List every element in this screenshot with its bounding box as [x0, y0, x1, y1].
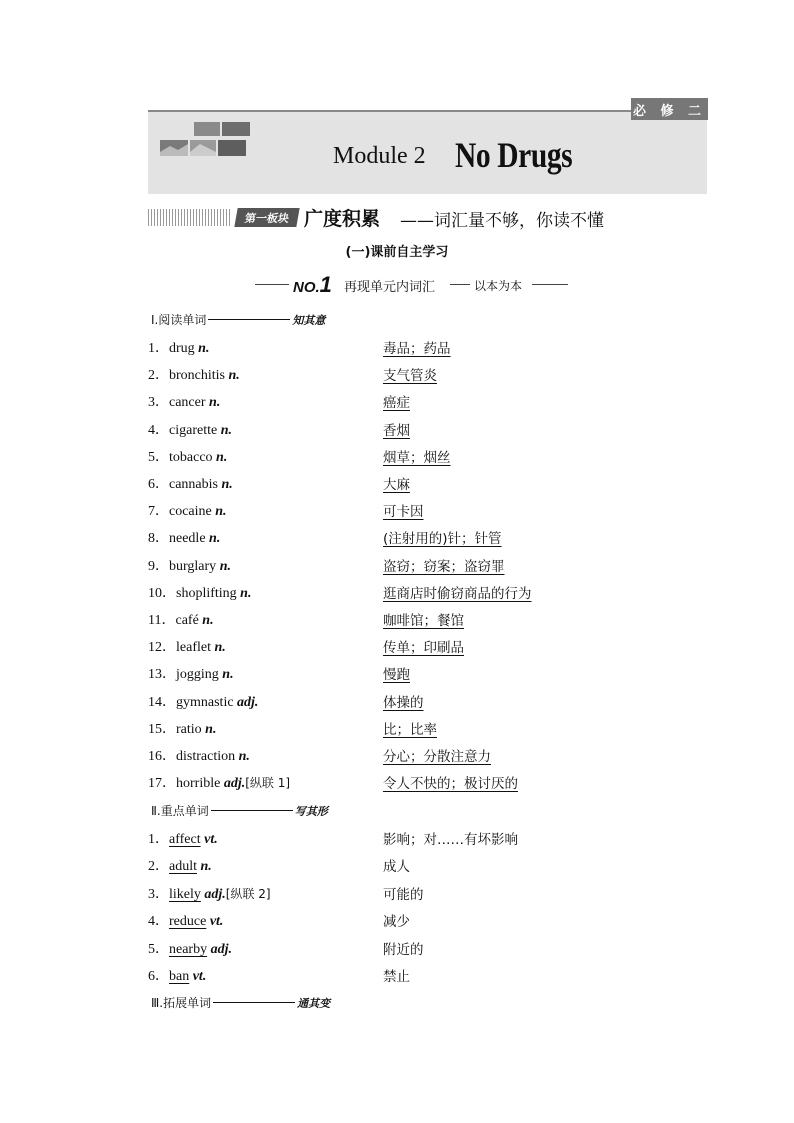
- part-of-speech: adj.: [233, 694, 259, 710]
- vocab-meaning: 大麻: [383, 477, 410, 493]
- divider-left: [255, 284, 289, 285]
- vocab-entry: [148, 419, 232, 439]
- vocab-word: adult: [169, 859, 197, 875]
- vocab-meaning: 比；比率: [383, 721, 437, 738]
- no1-label: NO.1: [293, 272, 332, 297]
- vocab-row: [148, 582, 708, 604]
- vocab-entry: [148, 828, 218, 848]
- vocab-row: [148, 337, 708, 359]
- vocab-row: [148, 828, 708, 850]
- heading-dash: [211, 810, 293, 811]
- item-number: 4．: [148, 422, 169, 438]
- vocab-meaning: 毒品；药品: [383, 341, 451, 357]
- part-of-speech: vt.: [200, 832, 218, 847]
- vocab-word: jogging: [176, 667, 219, 683]
- vocab-meaning: 减少: [383, 914, 410, 931]
- vocab-meaning: (注射用的)针；针管: [383, 531, 502, 548]
- vocab-entry: [148, 364, 240, 384]
- item-number: 9．: [148, 558, 169, 574]
- item-number: 3．: [148, 395, 169, 411]
- banner-photos-icon: [160, 122, 252, 158]
- vocab-entry: [148, 938, 232, 958]
- vocab-word: cannabis: [169, 477, 218, 492]
- vocab-row: [148, 473, 708, 495]
- vocab-entry: [148, 555, 231, 575]
- vocab-meaning: 可能的: [383, 886, 424, 903]
- vocab-meaning: 烟草；烟丝: [383, 449, 451, 466]
- section-stripes: [148, 209, 232, 226]
- vocab-meaning: 禁止: [383, 969, 410, 985]
- no1-subtitle: 以本为本: [474, 279, 523, 293]
- vocab-word: café: [175, 613, 199, 628]
- key-words-heading: Ⅱ.重点单词 写其形: [151, 804, 328, 818]
- item-number: 7．: [148, 504, 169, 520]
- item-number: 10．: [148, 585, 176, 601]
- part-of-speech: n.: [194, 341, 210, 356]
- part-of-speech: n.: [218, 667, 234, 683]
- vocab-row: [148, 419, 708, 441]
- vocab-row: [148, 500, 708, 522]
- vocab-meaning: 令人不快的；极讨厌的: [383, 776, 518, 793]
- vocab-meaning: 支气管炎: [383, 368, 437, 385]
- vocab-word: bronchitis: [169, 368, 225, 384]
- item-number: 12．: [148, 640, 176, 656]
- vocab-entry: [148, 883, 271, 903]
- vocab-row: [148, 855, 708, 877]
- vocab-meaning: 分心；分散注意力: [383, 749, 491, 765]
- vocab-entry: [148, 663, 234, 683]
- part-of-speech: vt.: [206, 914, 224, 930]
- item-number: 13．: [148, 667, 176, 683]
- vocab-entry: [148, 582, 251, 602]
- part-of-speech: n.: [236, 585, 252, 601]
- vocab-meaning: 成人: [383, 859, 410, 876]
- vocab-word: tobacco: [169, 449, 213, 465]
- part-of-speech: n.: [216, 558, 231, 574]
- part-of-speech: vt.: [189, 969, 207, 984]
- vocab-row: [148, 772, 708, 794]
- item-number: 4．: [148, 914, 169, 930]
- part-of-speech: n.: [212, 449, 228, 465]
- vocab-meaning: 香烟: [383, 422, 410, 439]
- vocab-row: [148, 718, 708, 740]
- part-of-speech: n.: [235, 749, 250, 764]
- part-of-speech: n.: [197, 859, 212, 875]
- vocab-word: cigarette: [169, 422, 218, 438]
- divider-middle: [450, 284, 470, 285]
- vocab-word: shoplifting: [176, 585, 237, 601]
- vocab-meaning: 传单；印刷品: [383, 640, 464, 657]
- vocab-entry: [148, 745, 250, 765]
- vocab-row: [148, 609, 708, 631]
- vocab-row: [148, 663, 708, 685]
- part-of-speech: n.: [198, 613, 214, 628]
- vocab-entry: [148, 636, 226, 656]
- vocab-row: [148, 883, 708, 905]
- book-tag: 必 修 二: [631, 98, 708, 120]
- vocab-entry: [148, 855, 212, 875]
- part-of-speech: adj.: [200, 886, 226, 902]
- vocab-row: [148, 938, 708, 960]
- vocab-entry: [148, 446, 227, 466]
- vocab-word: needle: [169, 531, 206, 547]
- part-of-speech: n.: [201, 721, 217, 737]
- heading-dash: [213, 1002, 295, 1003]
- reading-words-heading: Ⅰ.阅读单词 知其意: [151, 313, 326, 327]
- vocab-entry: [148, 772, 290, 792]
- vocab-word: cocaine: [169, 504, 212, 520]
- vocab-word: horrible: [176, 776, 221, 792]
- vocab-entry: [148, 391, 220, 411]
- section-title: 广度积累: [304, 208, 381, 230]
- vocab-row: [148, 391, 708, 413]
- vocab-row: [148, 527, 708, 549]
- part-of-speech: n.: [205, 395, 221, 411]
- vocab-word: burglary: [169, 558, 217, 574]
- vocab-word: affect: [169, 832, 201, 847]
- part-of-speech: n.: [217, 422, 232, 438]
- lesson-title: (一)课前自主学习: [345, 245, 449, 260]
- vocab-row: [148, 745, 708, 767]
- vocab-meaning: 体操的: [383, 694, 424, 711]
- vocab-meaning: 逛商店时偷窃商品的行为: [383, 585, 532, 602]
- part-of-speech: n.: [211, 504, 227, 520]
- cross-reference: [纵联 1]: [245, 776, 291, 791]
- part-of-speech: n.: [210, 640, 226, 656]
- vocab-word: distraction: [176, 749, 236, 764]
- no1-title: 再现单元内词汇: [344, 280, 436, 295]
- item-number: 8．: [148, 531, 169, 547]
- vocab-meaning: 可卡因: [383, 504, 424, 521]
- vocab-entry: [148, 609, 214, 629]
- part-of-speech: n.: [225, 368, 240, 384]
- vocab-row: [148, 446, 708, 468]
- vocab-row: [148, 965, 708, 987]
- item-number: 17．: [148, 776, 176, 792]
- section-subtitle: ——词汇量不够，你读不懂: [400, 211, 604, 231]
- vocab-row: [148, 910, 708, 932]
- vocab-meaning: 癌症: [383, 395, 410, 412]
- cross-reference: [纵联 2]: [225, 886, 271, 901]
- item-number: 2．: [148, 368, 169, 384]
- vocab-entry: [148, 473, 233, 493]
- item-number: 14．: [148, 694, 176, 710]
- vocab-word: gymnastic: [176, 694, 234, 710]
- divider-right: [532, 284, 568, 285]
- item-number: 1．: [148, 341, 169, 356]
- extended-words-heading: Ⅲ.拓展单词 通其变: [151, 996, 331, 1010]
- vocab-meaning: 附近的: [383, 941, 424, 958]
- item-number: 11．: [148, 613, 176, 628]
- section-badge: 第一板块: [234, 208, 299, 227]
- vocab-row: [148, 364, 708, 386]
- vocab-word: ratio: [176, 721, 202, 737]
- vocab-word: reduce: [169, 914, 207, 930]
- vocab-row: [148, 555, 708, 577]
- module-label: Module 2: [333, 143, 426, 169]
- vocab-meaning: 盗窃；窃案；盗窃罪: [383, 558, 505, 575]
- item-number: 5．: [148, 449, 169, 465]
- vocab-entry: [148, 910, 223, 930]
- part-of-speech: adj.: [207, 941, 232, 957]
- vocab-meaning: 慢跑: [383, 667, 410, 684]
- item-number: 5．: [148, 941, 169, 957]
- item-number: 3．: [148, 886, 169, 902]
- vocab-entry: [148, 965, 206, 985]
- item-number: 2．: [148, 859, 169, 875]
- module-title: No Drugs: [455, 135, 573, 175]
- vocab-word: cancer: [169, 395, 206, 411]
- item-number: 6．: [148, 477, 169, 492]
- vocab-row: [148, 691, 708, 713]
- vocab-word: nearby: [169, 941, 208, 957]
- heading-dash: [208, 319, 290, 320]
- vocab-entry: [148, 337, 209, 357]
- vocab-entry: [148, 500, 227, 520]
- item-number: 1．: [148, 832, 169, 847]
- vocab-meaning: 影响；对……有坏影响: [383, 832, 518, 848]
- vocab-meaning: 咖啡馆；餐馆: [383, 613, 464, 629]
- vocab-entry: [148, 691, 258, 711]
- item-number: 15．: [148, 721, 176, 737]
- part-of-speech: n.: [217, 477, 233, 492]
- part-of-speech: adj.: [220, 776, 246, 792]
- vocab-entry: [148, 527, 220, 547]
- vocab-row: [148, 636, 708, 658]
- vocab-word: ban: [169, 969, 190, 984]
- vocab-entry: [148, 718, 216, 738]
- vocab-word: likely: [169, 886, 201, 902]
- vocab-word: drug: [169, 341, 195, 356]
- vocab-word: leaflet: [176, 640, 211, 656]
- item-number: 6．: [148, 969, 169, 984]
- part-of-speech: n.: [205, 531, 221, 547]
- item-number: 16．: [148, 749, 176, 764]
